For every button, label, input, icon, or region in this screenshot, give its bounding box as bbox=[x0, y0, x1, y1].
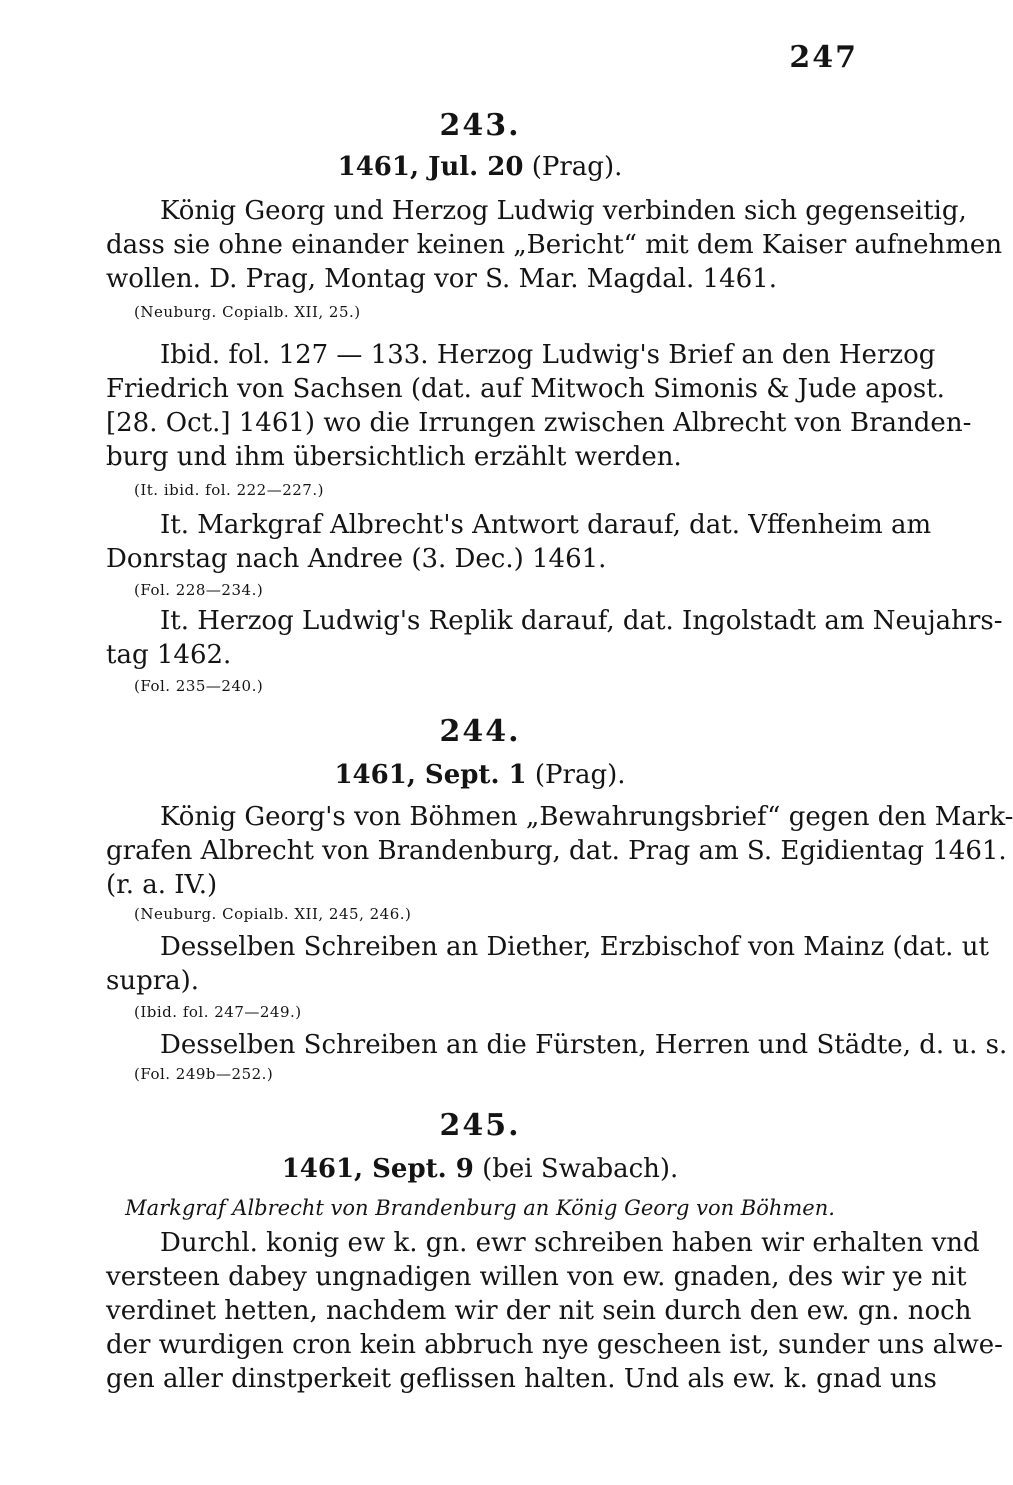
text-line: verdinet hetten, nachdem wir der nit sein durch den ew. gn. noch bbox=[106, 1296, 972, 1326]
source-citation: (Fol. 249b—252.) bbox=[134, 1065, 274, 1083]
text-line: dass sie ohne einander keinen „Bericht“ mit dem Kaiser aufnehmen bbox=[106, 230, 1003, 260]
text-line: der wurdigen cron kein abbruch nye gescheen ist, sunder uns alwe- bbox=[106, 1330, 1003, 1360]
text-line: burg und ihm übersichtlich erzählt werden. bbox=[106, 442, 682, 472]
text-line: wollen. D. Prag, Montag vor S. Mar. Magdal. 1461. bbox=[106, 264, 777, 294]
text-line: gen aller dinstperkeit geflissen halten. Und als ew. k. gnad uns bbox=[106, 1364, 937, 1394]
source-citation: (Fol. 228—234.) bbox=[134, 581, 264, 599]
text-line: tag 1462. bbox=[106, 640, 232, 670]
text-line: König Georg und Herzog Ludwig verbinden sich gegenseitig, bbox=[160, 196, 967, 226]
letter-heading: Markgraf Albrecht von Brandenburg an König Georg von Böhmen. bbox=[125, 1196, 835, 1220]
text-line: supra). bbox=[106, 966, 200, 996]
date-245: 1461, Sept. 9 bbox=[281, 1154, 474, 1184]
source-citation: (It. ibid. fol. 222—227.) bbox=[134, 481, 324, 499]
source-citation: (Ibid. fol. 247—249.) bbox=[134, 1003, 302, 1021]
date-244: 1461, Sept. 1 bbox=[334, 760, 527, 790]
text-line: Desselben Schreiben an Diether, Erzbischof von Mainz (dat. ut bbox=[160, 932, 989, 962]
text-line: Friedrich von Sachsen (dat. auf Mitwoch Simonis & Jude apost. bbox=[106, 374, 945, 404]
text-line: Durchl. konig ew k. gn. ewr schreiben haben wir erhalten vnd bbox=[160, 1228, 980, 1258]
text-line: It. Herzog Ludwig's Replik darauf, dat. Ingolstadt am Neujahrs- bbox=[160, 606, 1003, 636]
text-line: It. Markgraf Albrecht's Antwort darauf, dat. Vffenheim am bbox=[160, 510, 932, 540]
text-line: Desselben Schreiben an die Fürsten, Herren und Städte, d. u. s. bbox=[160, 1030, 1008, 1060]
source-citation: (Neuburg. Copialb. XII, 245, 246.) bbox=[134, 905, 412, 923]
document-date-244 bbox=[0, 758, 960, 792]
date-243: 1461, Jul. 20 bbox=[337, 152, 524, 182]
place-244: (Prag). bbox=[534, 760, 626, 790]
text-line: (r. a. IV.) bbox=[106, 870, 218, 900]
page-number: 247 bbox=[789, 40, 858, 75]
document-number-243: 243. bbox=[439, 108, 521, 143]
text-line: versteen dabey ungnadigen willen von ew. gnaden, des wir ye nit bbox=[106, 1262, 967, 1292]
text-line: Ibid. fol. 127 — 133. Herzog Ludwig's Brief an den Herzog bbox=[160, 340, 936, 370]
text-line: Donrstag nach Andree (3. Dec.) 1461. bbox=[106, 544, 607, 574]
source-citation: (Neuburg. Copialb. XII, 25.) bbox=[134, 303, 361, 321]
document-date-243 bbox=[0, 150, 960, 184]
place-243: (Prag). bbox=[531, 152, 623, 182]
text-line: grafen Albrecht von Brandenburg, dat. Prag am S. Egidientag 1461. bbox=[106, 836, 1007, 866]
source-citation: (Fol. 235—240.) bbox=[134, 677, 264, 695]
text-line: König Georg's von Böhmen „Bewahrungsbrief“ gegen den Mark- bbox=[160, 802, 1013, 832]
document-number-245: 245. bbox=[439, 1108, 521, 1143]
place-245: (bei Swabach). bbox=[482, 1154, 679, 1184]
document-date-245 bbox=[0, 1152, 960, 1186]
document-number-244: 244. bbox=[439, 714, 521, 749]
text-line: [28. Oct.] 1461) wo die Irrungen zwischen Albrecht von Branden- bbox=[106, 408, 972, 438]
